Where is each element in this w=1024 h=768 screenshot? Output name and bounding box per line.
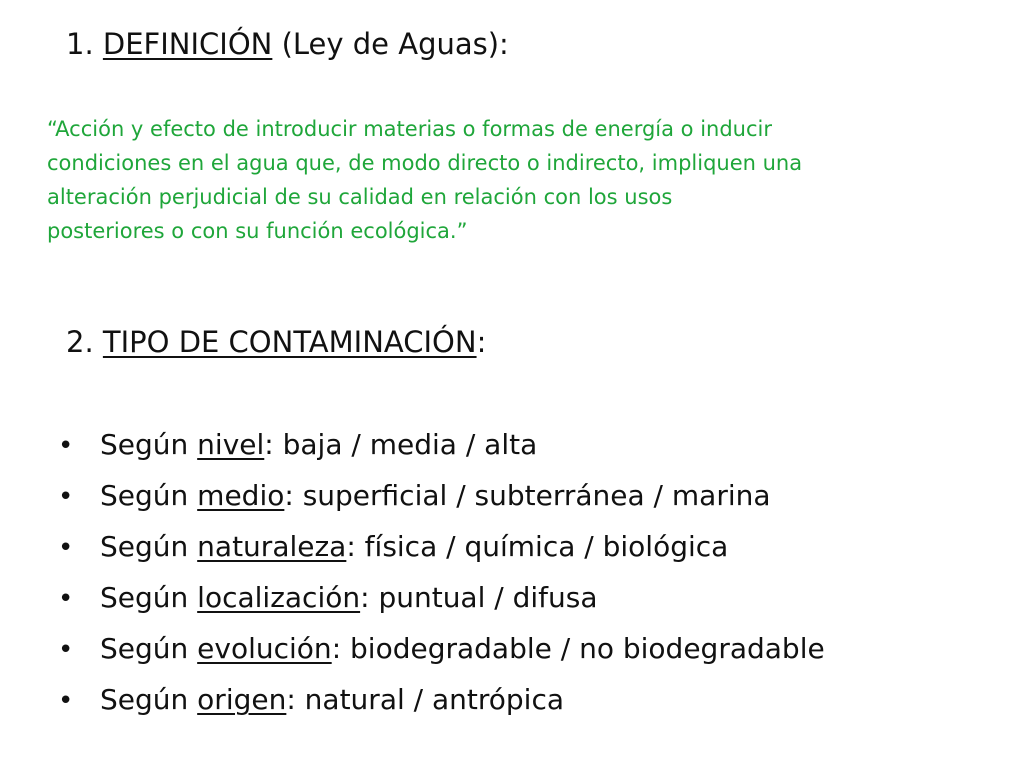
item-prefix: Según bbox=[100, 479, 189, 512]
quote-line: posteriores o con su función ecológica.” bbox=[47, 219, 468, 243]
quote-line: “Acción y efecto de introducir materias o formas de energía o inducir bbox=[47, 117, 772, 141]
bullet-icon: • bbox=[58, 482, 74, 512]
list-item bbox=[58, 471, 825, 522]
item-prefix: Según bbox=[100, 428, 189, 461]
section-2-title: TIPO DE CONTAMINACIÓN bbox=[102, 325, 477, 359]
list-item bbox=[58, 624, 825, 675]
item-values: : biodegradable / no biodegradable bbox=[331, 632, 825, 665]
item-prefix: Según bbox=[100, 530, 189, 563]
item-prefix: Según bbox=[100, 581, 189, 614]
section-1-suffix: (Ley de Aguas): bbox=[281, 27, 509, 61]
contamination-types-list bbox=[58, 420, 825, 726]
section-2-number: 2. bbox=[66, 325, 94, 359]
list-item bbox=[58, 573, 825, 624]
item-term: evolución bbox=[197, 632, 332, 665]
bullet-icon: • bbox=[58, 584, 74, 614]
quote-line: condiciones en el agua que, de modo directo o indirecto, impliquen una bbox=[47, 151, 803, 175]
section-1-title: DEFINICIÓN bbox=[102, 27, 273, 61]
item-values: : puntual / difusa bbox=[360, 581, 598, 614]
item-term: medio bbox=[197, 479, 285, 512]
item-term: naturaleza bbox=[197, 530, 347, 563]
item-term: nivel bbox=[197, 428, 265, 461]
list-item bbox=[58, 522, 825, 573]
list-item bbox=[58, 675, 825, 726]
item-values: : superficial / subterránea / marina bbox=[284, 479, 771, 512]
item-values: : baja / media / alta bbox=[264, 428, 538, 461]
item-values: : natural / antrópica bbox=[286, 683, 565, 716]
bullet-icon: • bbox=[58, 686, 74, 716]
bullet-icon: • bbox=[58, 635, 74, 665]
section-2-colon: : bbox=[476, 325, 487, 359]
item-values: : física / química / biológica bbox=[346, 530, 729, 563]
item-prefix: Según bbox=[100, 632, 189, 665]
bullet-icon: • bbox=[58, 431, 74, 461]
list-item bbox=[58, 420, 825, 471]
section-1-heading bbox=[66, 24, 509, 64]
item-term: localización bbox=[197, 581, 361, 614]
definition-quote bbox=[47, 112, 987, 248]
item-prefix: Según bbox=[100, 683, 189, 716]
section-2-heading bbox=[66, 322, 486, 362]
section-1-number: 1. bbox=[66, 27, 94, 61]
quote-line: alteración perjudicial de su calidad en relación con los usos bbox=[47, 185, 673, 209]
bullet-icon: • bbox=[58, 533, 74, 563]
item-term: origen bbox=[197, 683, 287, 716]
